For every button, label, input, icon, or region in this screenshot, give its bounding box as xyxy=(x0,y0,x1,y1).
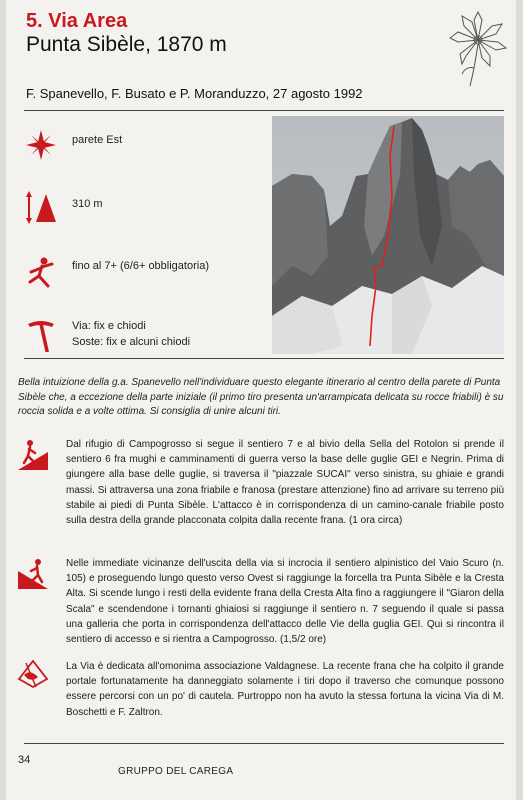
approach-paragraph: Dal rifugio di Campogrosso si segue il sentiero 7 e al bivio della Sella del Rotolon si prende il sentiero 6 fra mughi e camminamenti di guerra verso la base delle guglie GEI e Negrin. Prima di giungere alla base delle guglie, si traversa il "piazzale SUCAI" verso sinistra, su ghiaie e grandi massi. Si attraversa una zona friabile e franosa (prestare attenzione) fino ad arrivare su terreno più stabile ai piedi di Punta Sibèle. L'attacco è in corrispondenza di un camino-canale friabile posto sulla destra della grande placconata colpita dalla recente frana. (1 ora circa) xyxy=(66,439,504,527)
descent-paragraph: Nelle immediate vicinanze dell'uscita della via si incrocia il sentiero alpinistico del Vaio Scuro (n. 105) e proseguendo lungo questo verso Ovest si raggiunge la forcella tra Punta Sibèle e la Cresta Alta. Si scende lungo i resti della evidente frana della Cresta Alta fino a raggiungere il "Giaron della Scala" e scendendone i tornanti ghiaiosi si raggiunge il sentiero n. 7 seguendo il quale si passa una galleria che porta in corrispondenza dell'attacco delle Vie della guglia GEI. Qui si rincontra il sentiero di accesso e si rientra a Campogrosso. (1,5/2 ore) xyxy=(66,558,504,646)
divider-middle xyxy=(24,358,504,359)
edelweiss-icon xyxy=(444,8,512,88)
page-number: 34 xyxy=(18,754,31,766)
notes-icon xyxy=(16,657,50,691)
ice-axe-icon xyxy=(24,318,58,352)
height-icon xyxy=(24,190,58,224)
compass-rose-icon xyxy=(24,128,58,162)
first-ascent-authors: F. Spanevello, F. Busato e P. Moranduzzo, 27 agosto 1992 xyxy=(26,86,363,101)
spec-height-text: 310 m xyxy=(72,198,103,210)
spec-protection-text: Via: fix e chiodi xyxy=(72,320,146,332)
route-photo xyxy=(272,116,504,354)
peak-name: Punta Sibèle, 1870 m xyxy=(26,33,227,56)
approach-icon xyxy=(16,438,50,472)
descent-icon xyxy=(16,557,50,591)
route-number: 5. xyxy=(26,10,43,32)
divider-top xyxy=(24,110,504,111)
route-name: Via Area xyxy=(48,10,128,32)
intro-paragraph: Bella intuizione della g.a. Spanevello nell'individuare questo elegante itinerario al centro della parete di Punta Sibèle che, a eccezione della parte iniziale (il primo tiro presenta un'arrampicata delicata su rocce friabili) è su roccia solida e a volte ottima. Si consiglia di unire alcuni tiri. xyxy=(18,377,504,417)
spec-exposure-text: parete Est xyxy=(72,134,123,146)
climber-icon xyxy=(24,256,58,290)
spec-difficulty-text: fino al 7+ (6/6+ obbligatoria) xyxy=(72,260,209,272)
notes-paragraph: La Via è dedicata all'omonima associazione Valdagnese. La recente frana che ha colpito il grande portale fortunatamente ha danneggiato solamente i tiri dopo il traverso che comunque possono essere percorsi con un po' di cautela. Purtroppo non ha avuto la stessa fortuna la vicina Via di M. Boschetti e F. Zaltron. xyxy=(66,661,504,718)
guidebook-page xyxy=(6,0,516,800)
running-footer: GRUPPO DEL CAREGA xyxy=(118,766,234,777)
divider-bottom xyxy=(24,743,504,744)
spec-protection-belays: Soste: fix e alcuni chiodi xyxy=(72,336,191,348)
route-title xyxy=(26,10,127,33)
